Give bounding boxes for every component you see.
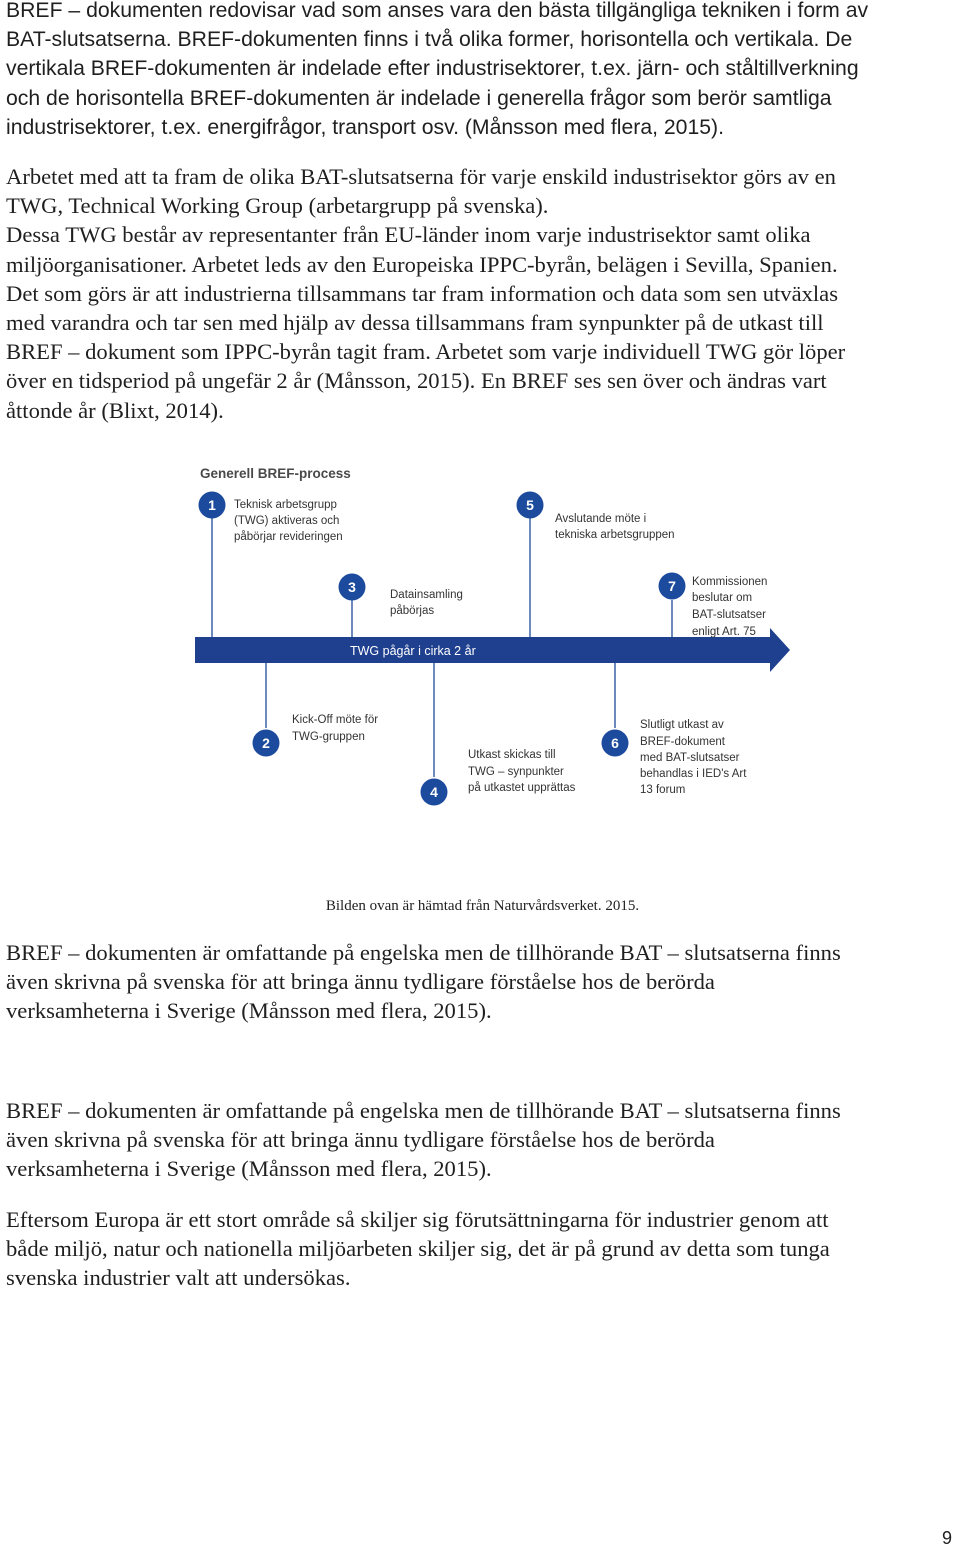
text-line: verksamheterna i Sverige (Månsson med flera, 2015). [6,1156,492,1182]
step-label: beslutar om [692,592,753,604]
text-line: BREF – dokumenten är omfattande på engelska men de tillhörande BAT – slutsatserna finns [6,1098,841,1123]
bref-process-diagram [0,440,960,840]
step-number: 3 [348,579,356,595]
step-label: enligt Art. 75 [692,626,756,638]
paragraph-language [6,938,952,1026]
text-line: BREF – dokumenten redovisar vad som anses vara den bästa tillgängliga tekniken i form av [6,0,869,22]
step-label: Slutligt utkast av [640,719,724,731]
step-label: BREF-dokument [640,736,726,748]
step-6 [602,719,748,796]
step-7 [659,573,768,639]
step-label: TWG – synpunkter [468,766,564,778]
step-label: Datainsamling [390,589,463,601]
step-label: (TWG) aktiveras och [234,515,340,527]
text-line: Dessa TWG består av representanter från EU-länder inom varje industrisektor samt olika [6,222,811,248]
page-number: 9 [941,1528,952,1548]
text-line: även skrivna på svenska för att bringa ännu tydligare förståelse hos de berörda [6,1127,715,1153]
figure-caption: Bilden ovan är hämtad från Naturvårdsverket. 2015. [325,898,640,914]
step-label: på utkastet upprättas [468,782,576,794]
step-label: behandlas i IED's Art [640,768,747,780]
step-number: 4 [430,784,438,800]
paragraph-twg [6,162,952,425]
step-label: Avslutande möte i [555,513,647,525]
step-label: Kick-Off möte för [292,714,379,726]
text-line: och de horisontella BREF-dokumenten är indelade i generella frågor som berör samtliga [6,86,832,110]
diagram-title: Generell BREF-process [200,466,351,481]
step-label: tekniska arbetsgruppen [555,529,675,541]
step-label: 13 forum [640,784,686,796]
step-label: påbörjar revideringen [234,531,343,543]
step-number: 5 [526,497,534,513]
step-1 [199,492,343,544]
text-line: både miljö, natur och nationella miljöarbeten skiljer sig, det är på grund av detta som tunga [6,1236,830,1262]
paragraph-bref-intro [6,0,952,142]
step-label: Utkast skickas till [468,749,556,761]
step-label: med BAT-slutsatser [640,752,740,764]
text-line: Arbetet med att ta fram de olika BAT-slutsatserna för varje enskild industrisektor görs av en [6,164,836,189]
step-4 [421,749,576,806]
paragraph-europe [6,1205,952,1293]
text-line: svenska industrier valt att undersökas. [6,1265,351,1291]
step-number: 1 [208,497,216,513]
step-label: BAT-slutsatser [692,609,766,621]
step-5 [517,492,675,542]
step-label: Kommissionen [692,576,768,588]
text-line: Det som görs är att industrierna tillsammans tar fram information och data som sen utväxlas [6,280,838,306]
text-line: TWG, Technical Working Group (arbetargrupp på svenska). [6,193,549,219]
text-line: miljöorganisationer. Arbetet leds av den Europeiska IPPC-byrån, belägen i Sevilla, Spanien. [6,251,838,277]
step-label: Teknisk arbetsgrupp [234,499,337,511]
step-number: 7 [668,578,676,594]
text-line: BREF – dokumenten är omfattande på engelska men de tillhörande BAT – slutsatserna finns [6,940,841,965]
paragraph-language-repeat [6,1096,952,1184]
step-label: påbörjas [390,605,435,617]
text-line: industrisektorer, t.ex. energifrågor, transport osv. (Månsson med flera, 2015). [6,115,724,139]
text-line: över en tidsperiod på ungefär 2 år (Månsson, 2015). En BREF ses sen över och ändras vart [6,368,827,394]
text-line: vertikala BREF-dokumenten är indelade efter industrisektorer, t.ex. järn- och ståltillverkning [6,57,859,81]
step-3 [339,574,463,618]
text-line: med varandra och tar sen med hjälp av dessa tillsammans fram synpunkter på de utkast till [6,310,824,336]
timeline-label: TWG pågår i cirka 2 år [350,644,476,658]
text-line: åttonde år (Blixt, 2014). [6,397,224,423]
text-line: BAT-slutsatserna. BREF-dokumenten finns i två olika former, horisontella och vertikala. De [6,28,853,52]
text-line: verksamheterna i Sverige (Månsson med flera, 2015). [6,998,492,1024]
step-2 [253,714,379,757]
step-label: TWG-gruppen [292,731,365,743]
text-line: Eftersom Europa är ett stort område så skiljer sig förutsättningarna för industrier genom att [6,1207,829,1232]
text-line: även skrivna på svenska för att bringa ännu tydligare förståelse hos de berörda [6,969,715,995]
step-number: 6 [611,735,619,751]
text-line: BREF – dokument som IPPC-byrån tagit fram. Arbetet som varje individuell TWG gör löper [6,339,846,365]
step-number: 2 [262,735,270,751]
